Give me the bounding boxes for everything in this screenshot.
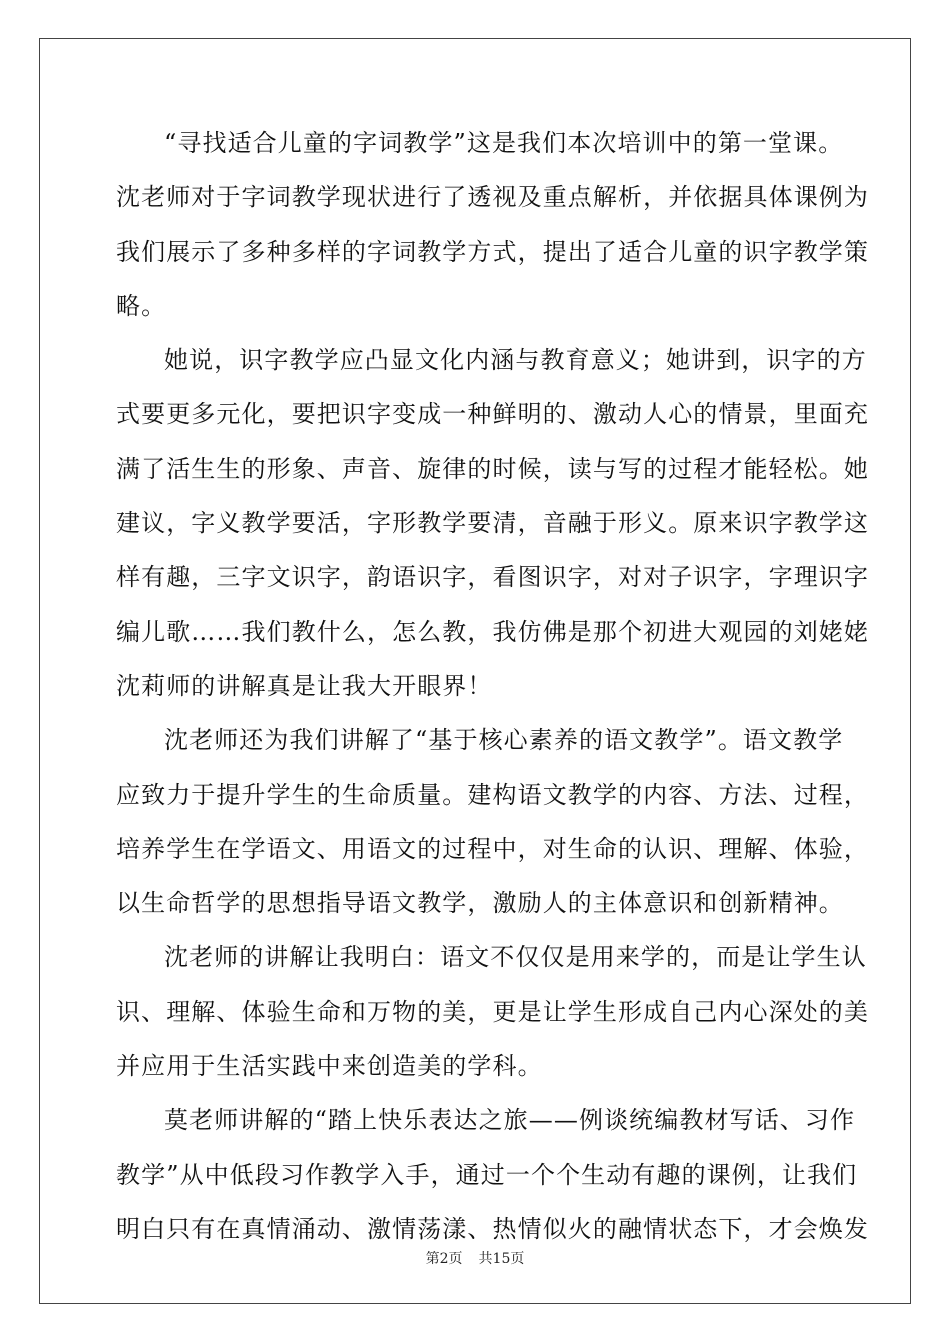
page-number: 第2页 <box>425 1251 463 1267</box>
document-body <box>116 124 869 1264</box>
text-line: 建议，字义教学要活，字形教学要清，音融于形义。原来识字教学这 <box>116 509 869 538</box>
text-line: 我们展示了多种多样的字词教学方式，提出了适合儿童的识字教学策 <box>116 237 869 266</box>
text-line: 沈老师还为我们讲解了“基于核心素养的语文教学”。语文教学 <box>164 726 844 755</box>
text-line: 略。 <box>116 291 167 320</box>
text-line: 莫老师讲解的“踏上快乐表达之旅——例谈统编教材写话、习作 <box>164 1106 856 1135</box>
text-line: 明白只有在真情涌动、激情荡漾、热情似火的融情状态下，才会焕发 <box>116 1214 869 1243</box>
text-line: 以生命哲学的思想指导语文教学，激励人的主体意识和创新精神。 <box>116 889 844 918</box>
text-line: 式要更多元化，要把识字变成一种鲜明的、激动人心的情景，里面充 <box>116 400 869 429</box>
text-line: 培养学生在学语文、用语文的过程中，对生命的认识、理解、体验， <box>116 834 869 863</box>
text-line: “寻找适合儿童的字词教学”这是我们本次培训中的第一堂课。 <box>164 129 844 157</box>
text-line: 沈老师的讲解让我明白：语文不仅仅是用来学的，而是让学生认 <box>164 943 867 972</box>
text-line: 满了活生生的形象、声音、旋律的时候，读与写的过程才能轻松。她 <box>116 454 869 483</box>
text-line: 沈莉师的讲解真是让我大开眼界！ <box>116 671 493 700</box>
text-line: 沈老师对于字词教学现状进行了透视及重点解析，并依据具体课例为 <box>116 183 869 212</box>
text-line: 编儿歌……我们教什么，怎么教，我仿佛是那个初进大观园的刘姥姥 <box>116 617 869 646</box>
text-line: 识、理解、体验生命和万物的美，更是让学生形成自己内心深处的美 <box>116 997 869 1026</box>
text-line: 教学”从中低段习作教学入手，通过一个个生动有趣的课例，让我们 <box>116 1160 858 1189</box>
text-line: 并应用于生活实践中来创造美的学科。 <box>116 1052 543 1081</box>
text-line: 样有趣，三字文识字，韵语识字，看图识字，对对子识字，字理识字 <box>116 563 869 592</box>
text-line: 她说，识字教学应凸显文化内涵与教育意义；她讲到，识字的方 <box>164 346 867 375</box>
total-pages: 共15页 <box>478 1251 525 1267</box>
text-line: 应致力于提升学生的生命质量。建构语文教学的内容、方法、过程， <box>116 780 869 809</box>
page-footer <box>0 1248 950 1268</box>
